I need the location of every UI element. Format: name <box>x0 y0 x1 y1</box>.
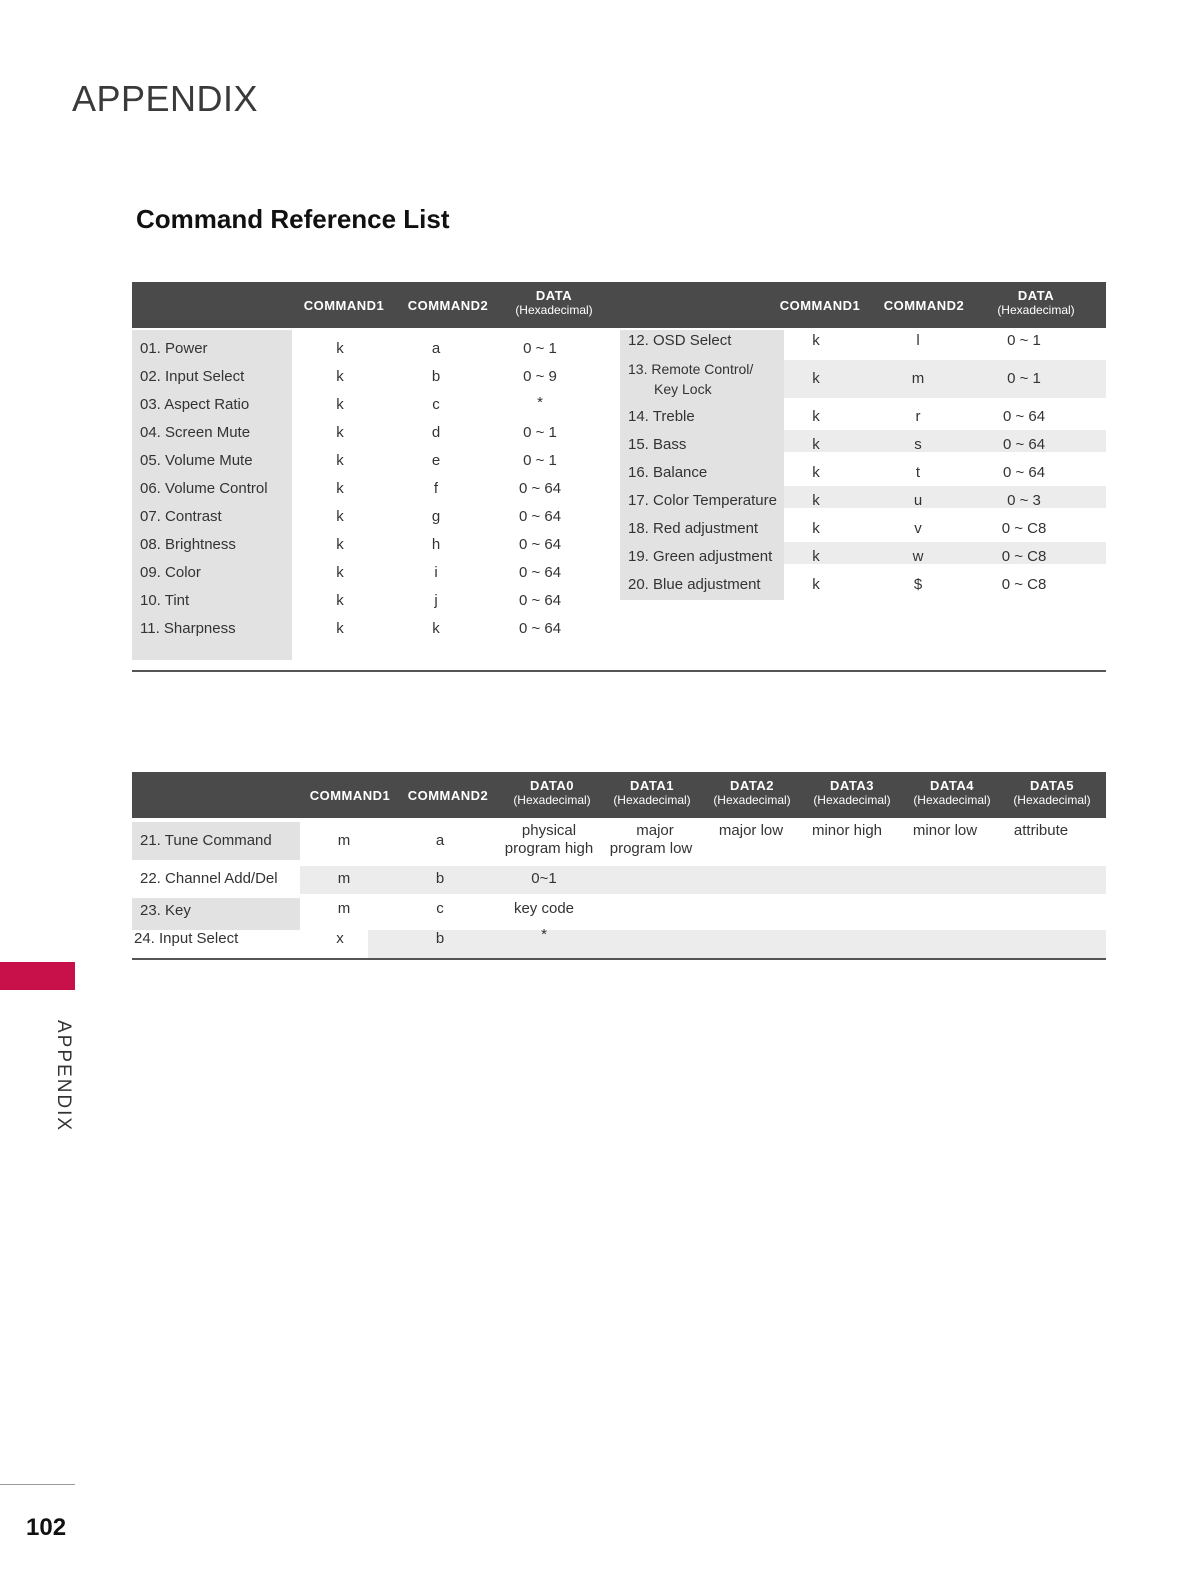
section-title: Command Reference List <box>136 204 450 234</box>
row-name: 21. Tune Command <box>140 832 272 849</box>
row-cmd1: k <box>812 464 820 481</box>
row-data: 0 ~ 1 <box>523 452 557 469</box>
row-cmd2: w <box>912 548 924 565</box>
row-data1-line2: program low <box>609 840 693 857</box>
t2-data1-sub: (Hexadecimal) <box>613 793 691 807</box>
row-name: 13. Remote Control/ <box>628 361 754 377</box>
appendix-tab-marker <box>0 962 75 990</box>
row-data: 0 ~ C8 <box>1001 576 1047 593</box>
row-data: 0 ~ 64 <box>518 592 562 609</box>
t2-data2-sub: (Hexadecimal) <box>713 793 791 807</box>
row-data: 0 ~ 1 <box>523 424 557 441</box>
row-data: 0 ~ C8 <box>1001 548 1047 565</box>
t2-data1-header <box>602 778 702 808</box>
row-name: 24. Input Select <box>134 930 239 947</box>
row-cmd1: k <box>336 536 344 553</box>
t1-right-cmd2-header: COMMAND2 <box>883 298 965 313</box>
t2-data5-header <box>1002 778 1102 808</box>
row-cmd2: a <box>435 832 445 849</box>
t2-cmd1-header: COMMAND1 <box>309 788 391 803</box>
row-data0: key code <box>513 900 575 917</box>
t2-data4-header <box>902 778 1002 808</box>
row-data: 0 ~ 64 <box>518 536 562 553</box>
row-cmd1: x <box>336 930 344 947</box>
row-cmd2: r <box>915 408 921 425</box>
row-data: 0 ~ 64 <box>1002 464 1046 481</box>
row-cmd2: i <box>434 564 438 581</box>
t2-data0-sub: (Hexadecimal) <box>513 793 591 807</box>
row-name: 20. Blue adjustment <box>628 576 761 593</box>
row-cmd1: k <box>812 332 820 349</box>
row-name: 02. Input Select <box>140 368 245 385</box>
row-name: 04. Screen Mute <box>140 424 251 441</box>
row-name: 18. Red adjustment <box>628 520 759 537</box>
row-cmd2: b <box>435 870 445 887</box>
row-cmd1: m <box>337 900 351 917</box>
row-name: 14. Treble <box>628 408 695 425</box>
row-name: 07. Contrast <box>140 508 222 525</box>
row-cmd1: k <box>812 576 820 593</box>
t1-right-data-label: DATA <box>1017 288 1055 303</box>
row-cmd1: k <box>336 368 344 385</box>
row-data1-line1: major <box>636 822 674 839</box>
page-number: 102 <box>26 1514 67 1541</box>
t2-data3-sub: (Hexadecimal) <box>813 793 891 807</box>
row-cmd1: k <box>336 340 344 357</box>
row-name: 23. Key <box>140 902 191 919</box>
row-cmd2: u <box>913 492 923 509</box>
row-data0-line2: program high <box>504 840 594 857</box>
row-data: 0 ~ 64 <box>518 620 562 637</box>
row-name: 12. OSD Select <box>628 332 732 349</box>
row-cmd1: k <box>812 436 820 453</box>
row-cmd1: k <box>812 492 820 509</box>
row-cmd1: k <box>336 480 344 497</box>
t2-data0-label: DATA0 <box>530 778 574 793</box>
row-data: 0 ~ 64 <box>518 480 562 497</box>
row-cmd1: k <box>812 408 820 425</box>
t2-data2-label: DATA2 <box>730 778 774 793</box>
t1-left-data-header <box>504 288 604 318</box>
t2-data2-header <box>702 778 802 808</box>
row-cmd2: e <box>431 452 441 469</box>
row-data0-line1: physical <box>521 822 577 839</box>
t2-data5-label: DATA5 <box>1030 778 1074 793</box>
row-cmd1: k <box>336 564 344 581</box>
t2-data0-header <box>502 778 602 808</box>
t2-row-stripe <box>300 866 1106 894</box>
page-header-title: APPENDIX <box>72 78 259 119</box>
row-data5: attribute <box>1013 822 1069 839</box>
footer-rule <box>0 1484 75 1485</box>
t1-left-cmd2-header: COMMAND2 <box>407 298 489 313</box>
row-cmd2: j <box>434 592 438 609</box>
row-cmd1: k <box>336 620 344 637</box>
table1-header <box>132 282 1106 328</box>
row-cmd2: m <box>911 370 925 387</box>
t1-right-data-header <box>980 288 1092 318</box>
row-name-line2: Key Lock <box>654 381 712 397</box>
row-cmd2: f <box>433 480 439 497</box>
row-data: 0 ~ 1 <box>1007 332 1041 349</box>
t2-data4-label: DATA4 <box>930 778 974 793</box>
row-cmd2: c <box>432 396 440 413</box>
row-name: 09. Color <box>140 564 201 581</box>
t2-data5-sub: (Hexadecimal) <box>1013 793 1091 807</box>
row-data: 0 ~ 1 <box>1007 370 1041 387</box>
appendix-side-label: APPENDIX <box>53 1020 74 1133</box>
row-cmd2: b <box>435 930 445 947</box>
row-cmd1: k <box>812 370 820 387</box>
row-cmd2: l <box>916 332 920 349</box>
row-name: 06. Volume Control <box>140 480 268 497</box>
row-data4: minor low <box>912 822 978 839</box>
row-cmd1: k <box>336 396 344 413</box>
t2-row-stripe <box>368 930 1106 958</box>
row-data0: * <box>541 926 547 943</box>
t1-left-cmd1-header: COMMAND1 <box>303 298 385 313</box>
row-cmd2: g <box>431 508 441 525</box>
row-cmd1: m <box>337 832 351 849</box>
row-cmd1: k <box>336 508 344 525</box>
t2-data3-label: DATA3 <box>830 778 874 793</box>
row-name: 03. Aspect Ratio <box>140 396 250 413</box>
table2-bottom-rule <box>132 958 1106 960</box>
row-name: 08. Brightness <box>140 536 236 553</box>
t2-data3-header <box>802 778 902 808</box>
row-cmd2: a <box>431 340 441 357</box>
table1-bottom-rule <box>132 670 1106 672</box>
row-cmd1: k <box>336 592 344 609</box>
row-cmd2: h <box>431 536 441 553</box>
t1-right-cmd1-header: COMMAND1 <box>779 298 861 313</box>
t2-cmd2-header: COMMAND2 <box>407 788 489 803</box>
row-data0: 0~1 <box>531 870 557 887</box>
row-data3: minor high <box>811 822 883 839</box>
row-data2: major low <box>718 822 784 839</box>
row-data: 0 ~ 64 <box>518 564 562 581</box>
table2-header <box>132 772 1106 818</box>
row-data: * <box>537 394 543 411</box>
row-name: 17. Color Temperature <box>628 492 777 509</box>
t1-left-data-sub: (Hexadecimal) <box>515 303 593 317</box>
row-data: 0 ~ 1 <box>523 340 557 357</box>
row-name: 10. Tint <box>140 592 190 609</box>
row-cmd2: t <box>915 464 921 481</box>
row-cmd2: s <box>914 436 922 453</box>
row-name: 05. Volume Mute <box>140 452 253 469</box>
row-cmd1: m <box>337 870 351 887</box>
row-cmd2: v <box>914 520 922 537</box>
t1-right-data-sub: (Hexadecimal) <box>997 303 1075 317</box>
row-name: 19. Green adjustment <box>628 548 773 565</box>
row-data: 0 ~ 64 <box>518 508 562 525</box>
row-data: 0 ~ 64 <box>1002 436 1046 453</box>
row-cmd2: c <box>436 900 444 917</box>
row-cmd2: d <box>431 424 441 441</box>
row-cmd1: k <box>336 452 344 469</box>
row-data: 0 ~ 9 <box>523 368 557 385</box>
row-cmd2: $ <box>913 576 923 593</box>
row-name: 11. Sharpness <box>140 620 236 637</box>
row-cmd2: b <box>431 368 441 385</box>
row-name: 01. Power <box>140 340 208 357</box>
row-name: 15. Bass <box>628 436 687 453</box>
row-data: 0 ~ 64 <box>1002 408 1046 425</box>
command-table-1 <box>132 282 1106 682</box>
t2-data4-sub: (Hexadecimal) <box>913 793 991 807</box>
row-cmd1: k <box>812 548 820 565</box>
row-cmd1: k <box>336 424 344 441</box>
row-cmd2: k <box>432 620 440 637</box>
t2-data1-label: DATA1 <box>630 778 674 793</box>
row-cmd1: k <box>812 520 820 537</box>
row-name: 16. Balance <box>628 464 708 481</box>
row-data: 0 ~ C8 <box>1001 520 1047 537</box>
t1-left-data-label: DATA <box>535 288 573 303</box>
row-name: 22. Channel Add/Del <box>140 870 278 887</box>
command-table-2 <box>132 772 1106 962</box>
row-data: 0 ~ 3 <box>1007 492 1041 509</box>
